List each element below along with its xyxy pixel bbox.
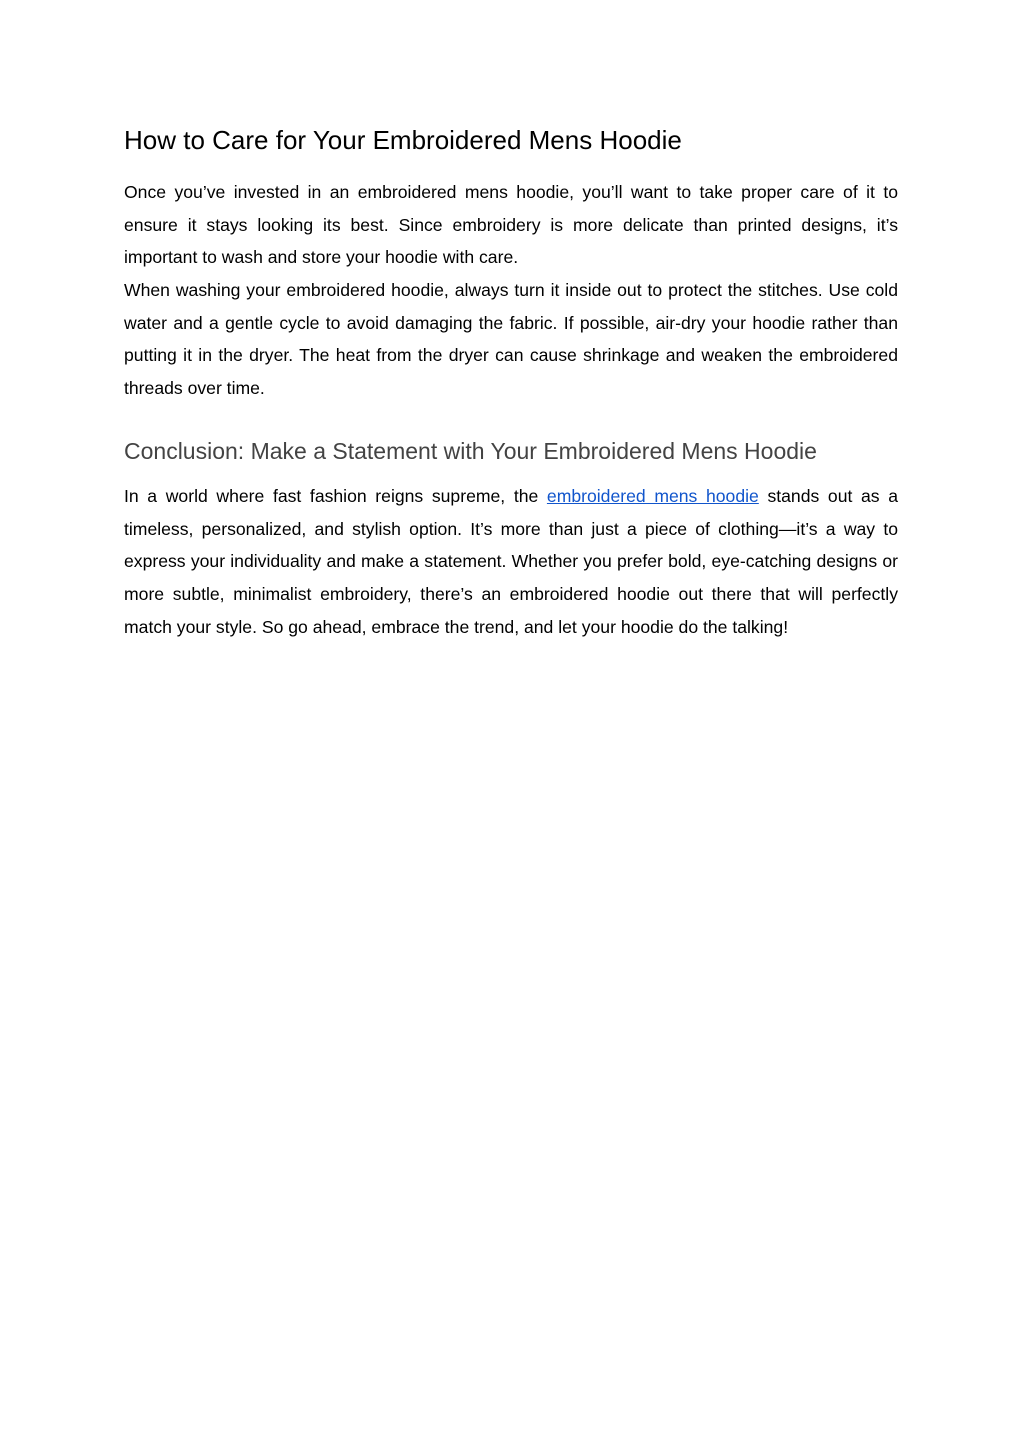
conclusion-heading: Conclusion: Make a Statement with Your Embroidered Mens Hoodie (124, 438, 817, 464)
conclusion-text-after-link: stands out as a timeless, personalized, and stylish option. It’s more than just a piece of clothing—it’s a way to express your individuality and make a statement. Whether you prefer bold, eye-catching designs or more subtle, minimalist embroidery, there’s an embroidered hoodie out there that will perfectly match your style. So go ahead, embrace the trend, and let your hoodie do the talking! (124, 486, 898, 637)
conclusion-text-before-link: In a world where fast fashion reigns supreme, the (124, 486, 547, 506)
embroidered-mens-hoodie-link[interactable]: embroidered mens hoodie (546, 486, 759, 506)
washing-paragraph: When washing your embroidered hoodie, always turn it inside out to protect the stitches. Use cold water and a gentle cycle to avoid damaging the fabric. If possible, air-dry your hoodie rather than putting it in the dryer. The heat from the dryer can cause shrinkage and weaken the embroidered threads over time. (124, 280, 898, 399)
conclusion-paragraph (124, 480, 898, 644)
intro-paragraph: Once you’ve invested in an embroidered mens hoodie, you’ll want to take proper care of it to ensure it stays looking its best. Since embroidery is more delicate than printed designs, it’s important to wash and store your hoodie with care. (124, 182, 898, 268)
page-title: How to Care for Your Embroidered Mens Hoodie (124, 125, 682, 155)
